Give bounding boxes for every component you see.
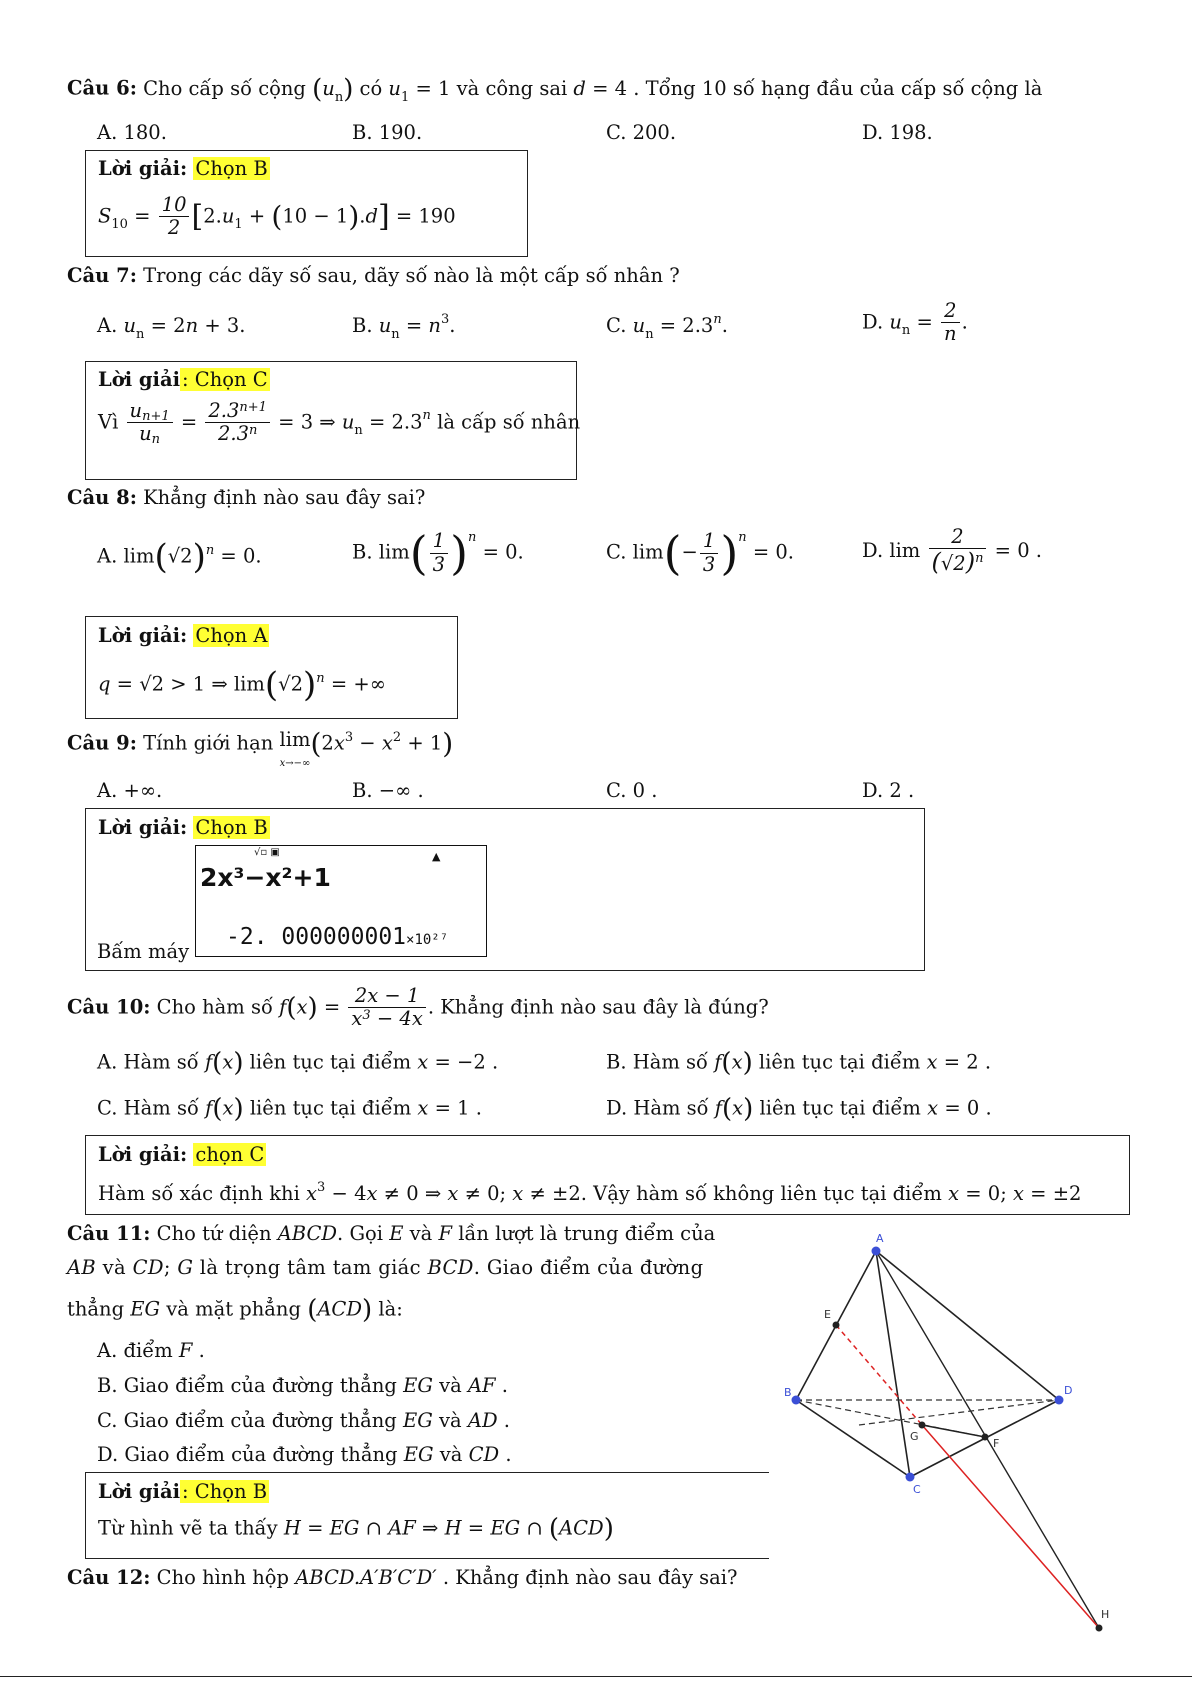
- q6-option-c: C. 200.: [606, 121, 677, 144]
- q10-solution-choice: chọn C: [195, 1143, 265, 1166]
- q9-text: Tính giới hạn: [143, 731, 274, 755]
- q8-option-c: C. lim(− $\frac{1}{3}$ )$^n$ = 0.: [606, 526, 794, 580]
- q10-option-d: D. Hàm số f(x) liên tục tại điểm x = 0 .: [606, 1094, 992, 1124]
- edge-ad: [876, 1251, 1059, 1400]
- calculator-expression: 2x³−x²+1: [200, 863, 331, 892]
- q8-solution-label: Lời giải:: [98, 624, 188, 647]
- q11-stem-line1: Câu 11: Cho tứ diện ABCD. Gọi E và F lần lượt là trung điểm của: [67, 1222, 716, 1245]
- label-b: B: [784, 1386, 792, 1399]
- q7-solution-header: [98, 368, 270, 391]
- point-g: [919, 1422, 926, 1429]
- calculator-result-exponent: ×10²⁷: [406, 932, 449, 948]
- q8-option-b: B. lim( $\frac{1}{3}$ )$^n$ = 0.: [352, 526, 524, 580]
- point-a: [872, 1247, 881, 1256]
- q11-solution-choice: : Chọn B: [182, 1480, 268, 1503]
- q8-text: Khẳng định nào sau đây sai?: [143, 486, 426, 509]
- q7-stem: [67, 264, 680, 287]
- q11-stem-line2: AB và CD; G là trọng tâm tam giác BCD. Giao điểm của đường: [67, 1256, 704, 1279]
- q6-option-a: A. 180.: [97, 121, 167, 144]
- q11-stem-line3: thẳng EG và mặt phẳng (ACD) là:: [67, 1295, 403, 1325]
- q12-stem: [67, 1566, 738, 1589]
- q6-solution-choice: Chọn B: [195, 157, 268, 180]
- q9-stem: Câu 9: Tính giới hạn lim $x\to-\infty(2x^3 - x^2 + 1)$: [67, 727, 454, 769]
- q7-option-c: C. $u_n = 2.3^n$.: [606, 312, 728, 342]
- label-h: H: [1101, 1608, 1110, 1621]
- edge-bc: [796, 1400, 910, 1477]
- point-f: [982, 1434, 989, 1441]
- q8-option-d: D. lim $\frac{2}{(√2)^n}$ = 0 .: [862, 525, 1043, 577]
- q11-solution-bottom-rule: [85, 1558, 769, 1559]
- median-d: [859, 1400, 1059, 1425]
- q7-solution-tail: là cấp số nhân: [437, 410, 581, 434]
- q6-solution-header: [98, 157, 270, 180]
- point-d: [1055, 1396, 1064, 1405]
- q10-solution-text: Hàm số xác định khi $x^3 - 4x \ne 0$ ⇒ x ≠ 0; x ≠ ±2. Vậy hàm số không liên tục tại điểm x = 0; x = ±2: [98, 1180, 1082, 1205]
- page-bottom-rule: [0, 1676, 1192, 1677]
- q6-option-d: D. 198.: [862, 121, 933, 144]
- q8-solution-header: [98, 624, 269, 647]
- q11-solution-label: Lời giải: [98, 1480, 180, 1503]
- q11-solution-header: [98, 1480, 269, 1503]
- q10-option-c: C. Hàm số f(x) liên tục tại điểm x = 1 .: [97, 1094, 482, 1124]
- q9-label: Câu 9:: [67, 731, 137, 755]
- q6-text: Cho cấp số cộng $(u_n)$ có $u_1 = 1$ và công sai d = 4 . Tổng 10 số hạng đầu của cấp số cộng là: [143, 74, 1043, 105]
- q7-option-b: B. $u_n = n^3$.: [352, 312, 456, 342]
- q7-text: Trong các dãy số sau, dãy số nào là một cấp số nhân ?: [143, 264, 680, 287]
- q10-label: Câu 10:: [67, 995, 151, 1019]
- q9-press-label: Bấm máy: [97, 940, 190, 963]
- q6-solution-formula: $S_{10}$ = $\frac{10}{2}$ $[2.u_1 + (10 - 1).d] = 190$: [98, 193, 456, 240]
- q10-solution-header: [98, 1143, 266, 1166]
- q7-option-a: A. $u_n = 2n + 3$.: [97, 314, 246, 342]
- q9-limit: lim x→−∞: [279, 728, 311, 769]
- q7-solution-formula: Vì $\frac{un+1}{un}$ = $\frac{2.3^{n+1}}{2.3^n}$ = 3 ⇒ $u_n = 2.3^n$ là cấp số nhân: [98, 399, 581, 448]
- q9-solution-header: [98, 816, 270, 839]
- edge-ac: [876, 1251, 910, 1477]
- q8-label: Câu 8:: [67, 486, 137, 509]
- point-e: [833, 1322, 840, 1329]
- calculator-up-arrow-icon: ▲: [432, 850, 441, 863]
- point-c: [906, 1473, 915, 1482]
- q6-option-b: B. 190.: [352, 121, 423, 144]
- q9-solution-label: Lời giải:: [98, 816, 188, 839]
- q11-solution-text: Từ hình vẽ ta thấy H = EG ∩ AF ⇒ H = EG ∩ (ACD): [98, 1514, 614, 1544]
- q10-text-post: . Khẳng định nào sau đây là đúng?: [427, 995, 769, 1019]
- calculator-result-mantissa: -2. 000000001: [226, 924, 407, 950]
- label-a: A: [876, 1232, 884, 1245]
- q12-label: Câu 12:: [67, 1566, 151, 1589]
- q10-option-b: B. Hàm số f(x) liên tục tại điểm x = 2 .: [606, 1048, 992, 1078]
- q10-text-pre: Cho hàm số: [156, 995, 273, 1019]
- line-eg-visible: [922, 1425, 1099, 1628]
- q9-option-d: D. 2 .: [862, 779, 915, 802]
- label-d: D: [1064, 1384, 1073, 1397]
- q6-label: Câu 6:: [67, 76, 137, 100]
- label-c: C: [913, 1483, 921, 1496]
- q11-option-a: A. điểm F .: [97, 1339, 205, 1362]
- q11-solution-left-rule: [85, 1472, 86, 1558]
- q8-solution-choice: Chọn A: [195, 624, 268, 647]
- q11-option-c: C. Giao điểm của đường thẳng EG và AD .: [97, 1409, 510, 1432]
- calculator-screen: [195, 845, 487, 957]
- calculator-indicator-icon: √▫ ▣: [254, 847, 280, 858]
- q6-solution-label: Lời giải:: [98, 157, 188, 180]
- q10-solution-label: Lời giải:: [98, 1143, 188, 1166]
- q9-option-b: B. −∞ .: [352, 779, 424, 802]
- label-e: E: [824, 1308, 831, 1321]
- q9-option-a: A. +∞.: [97, 779, 163, 802]
- q11-option-d: D. Giao điểm của đường thẳng EG và CD .: [97, 1443, 512, 1466]
- q9-solution-choice: Chọn B: [195, 816, 268, 839]
- q7-label: Câu 7:: [67, 264, 137, 287]
- q12-text: Cho hình hộp ABCD.A′B′C′D′ . Khẳng định nào sau đây sai?: [156, 1566, 738, 1589]
- q11-solution-top-rule: [85, 1472, 769, 1473]
- label-g: G: [910, 1430, 919, 1443]
- q7-solution-label: Lời giải: [98, 368, 180, 391]
- q6-stem: [67, 74, 1043, 105]
- q7-option-d: D. $u_n$ = $\frac{2}{n}$ .: [862, 299, 968, 346]
- tetrahedron-figure: [770, 1225, 1120, 1635]
- q10-stem: Câu 10: Cho hàm số f(x) = $\frac{2x - 1}{x^3 - 4x}$ . Khẳng định nào sau đây là đúng?: [67, 984, 769, 1031]
- label-f: F: [993, 1437, 1000, 1450]
- q8-option-a: A. $\lim(√2)^n = 0$.: [97, 537, 262, 577]
- point-b: [792, 1396, 801, 1405]
- point-h: [1096, 1625, 1103, 1632]
- q9-option-c: C. 0 .: [606, 779, 658, 802]
- q7-solution-choice: : Chọn C: [182, 368, 268, 391]
- q8-solution-formula: q = √2 > 1 ⇒ $\lim(√2)^n$ = +∞: [98, 665, 386, 705]
- q11-option-b: B. Giao điểm của đường thẳng EG và AF .: [97, 1374, 508, 1397]
- q8-stem: [67, 486, 425, 509]
- calculator-result: [226, 924, 448, 950]
- q11-label: Câu 11:: [67, 1222, 151, 1245]
- q10-option-a: A. Hàm số f(x) liên tục tại điểm x = −2 .: [97, 1048, 499, 1078]
